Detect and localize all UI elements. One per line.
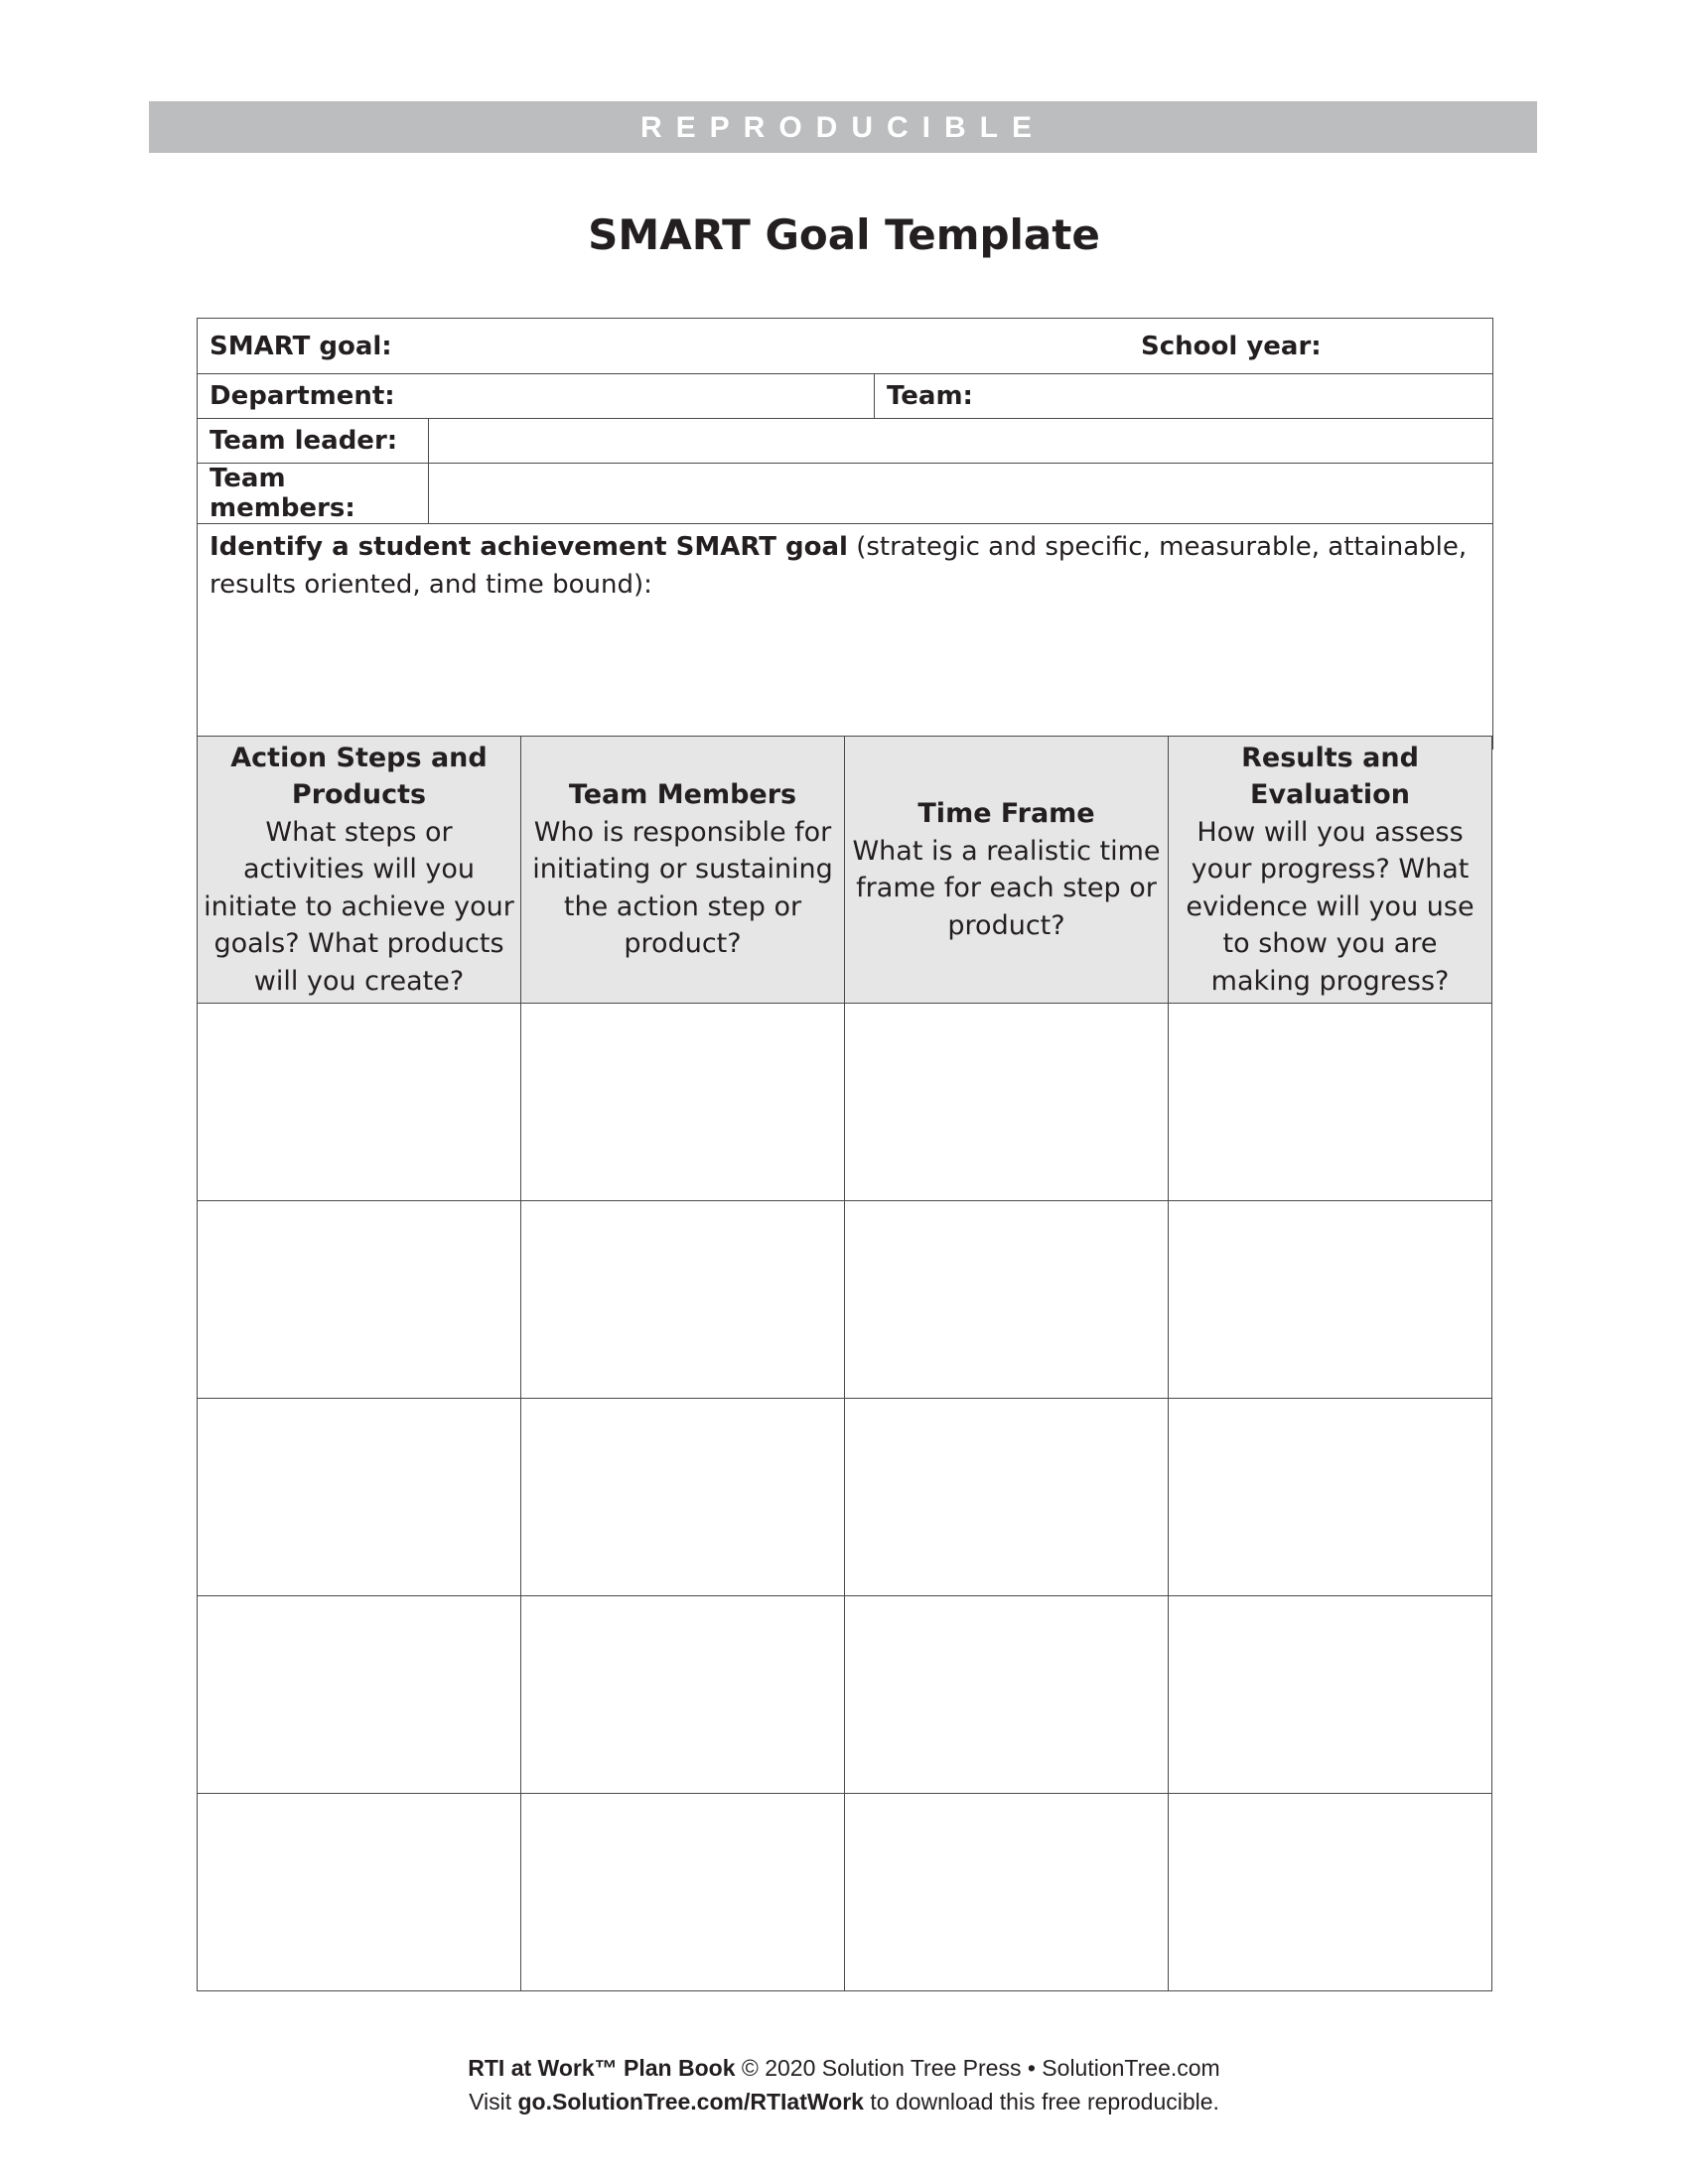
action-plan-grid [197, 736, 1492, 1991]
grid-cell[interactable] [521, 1596, 845, 1794]
team-field[interactable] [875, 374, 1493, 419]
school-year-label: School year: [1141, 331, 1322, 361]
table-row [198, 1596, 1492, 1794]
grid-cell[interactable] [521, 1794, 845, 1991]
team-leader-field[interactable] [429, 419, 1493, 464]
grid-cell[interactable] [1169, 1794, 1492, 1991]
column-heading: Action Steps and Products [230, 742, 488, 811]
smart-goal-field[interactable] [198, 319, 1493, 374]
grid-cell[interactable] [845, 1794, 1169, 1991]
grid-cell[interactable] [521, 1004, 845, 1201]
grid-cell[interactable] [1169, 1004, 1492, 1201]
footer-copyright-line [0, 2051, 1688, 2085]
identify-goal-prompt-rest: (strategic and specific, measurable, attainable, results oriented, and time bound): [210, 532, 1468, 600]
grid-cell[interactable] [845, 1201, 1169, 1399]
grid-header-row [198, 737, 1492, 1004]
column-description: How will you assess your progress? What evidence will you use to show you are making progress? [1186, 816, 1475, 997]
column-description: What is a realistic time frame for each step or product? [852, 835, 1161, 941]
identify-goal-prompt-bold: Identify a student achievement SMART goal [210, 532, 848, 562]
column-heading: Results and Evaluation [1241, 742, 1419, 811]
footer-visit-line [0, 2085, 1688, 2118]
reproducible-banner: REPRODUCIBLE [149, 101, 1537, 153]
grid-cell[interactable] [845, 1596, 1169, 1794]
page-footer [0, 2051, 1688, 2118]
table-row [198, 1794, 1492, 1991]
smart-goal-statement-field[interactable] [198, 524, 1493, 750]
grid-cell[interactable] [521, 1399, 845, 1596]
download-link[interactable]: go.SolutionTree.com/RTIatWork [517, 2089, 864, 2115]
grid-cell[interactable] [845, 1004, 1169, 1201]
copyright-text: © 2020 Solution Tree Press • SolutionTree.com [735, 2055, 1220, 2081]
column-description: Who is responsible for initiating or sustaining the action step or product? [532, 816, 833, 960]
visit-prefix: Visit [469, 2089, 518, 2115]
department-label: Department: [210, 381, 395, 411]
department-field[interactable] [198, 374, 875, 419]
table-row [198, 1201, 1492, 1399]
grid-cell[interactable] [845, 1399, 1169, 1596]
grid-cell[interactable] [198, 1201, 521, 1399]
grid-cell[interactable] [198, 1596, 521, 1794]
smart-goal-label: SMART goal: [210, 331, 392, 361]
grid-cell[interactable] [1169, 1399, 1492, 1596]
grid-cell[interactable] [198, 1399, 521, 1596]
goal-info-form [197, 318, 1493, 750]
grid-cell[interactable] [1169, 1201, 1492, 1399]
visit-suffix: to download this free reproducible. [863, 2089, 1219, 2115]
column-header-action-steps [198, 737, 521, 1004]
column-description: What steps or activities will you initiate to achieve your goals? What products will you create? [204, 816, 514, 997]
column-header-results-evaluation [1169, 737, 1492, 1004]
table-row [198, 1004, 1492, 1201]
column-header-time-frame [845, 737, 1169, 1004]
team-label: Team: [887, 381, 973, 411]
page-title: SMART Goal Template [588, 210, 1100, 259]
column-heading: Time Frame [917, 798, 1095, 829]
team-members-label: Team members: [198, 464, 429, 524]
column-heading: Team Members [568, 779, 797, 811]
grid-cell[interactable] [198, 1794, 521, 1991]
grid-cell[interactable] [198, 1004, 521, 1201]
grid-cell[interactable] [1169, 1596, 1492, 1794]
table-row [198, 1399, 1492, 1596]
team-leader-label: Team leader: [198, 419, 429, 464]
column-header-team-members [521, 737, 845, 1004]
team-members-field[interactable] [429, 464, 1493, 524]
book-title: RTI at Work™ Plan Book [468, 2055, 736, 2081]
grid-cell[interactable] [521, 1201, 845, 1399]
